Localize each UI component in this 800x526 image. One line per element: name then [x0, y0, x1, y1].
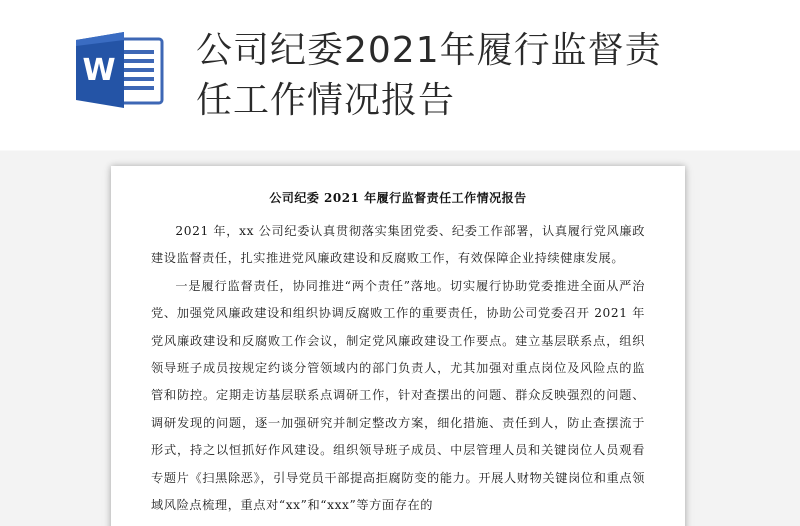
document-page: [111, 166, 685, 526]
page-title: 公司纪委2021年履行监督责任工作情况报告: [196, 30, 662, 121]
document-title: 公司纪委 2021 年履行监督责任工作情况报告: [269, 191, 527, 205]
document-body: [151, 218, 645, 519]
paragraph: 一是履行监督责任，协同推进“两个责任”落地。切实履行协助党委推进全面从严治党、加强党风廉政建设和组织协调反腐败工作的重要责任，协助公司党委召开 2021 年党风廉政建设和反腐败工作会议，制定党风廉政建设工作要点。建立基层联系点，组织领导班子成员按规定约谈分管领域内的部门负责人，尤其加强对重点岗位及风险点的监管和防控。定期走访基层联系点调研工作，针对查摆出的问题、群众反映强烈的问题、调研发现的问题，逐一加强研究并制定整改方案，细化措施、责任到人，防止查摆流于形式，持之以恒抓好作风建设。组织领导班子成员、中层管理人员和关键岗位人员观看专题片《扫黑除恶》，引导党员干部提高拒腐防变的能力。开展人财物关键岗位和重点领域风险点梳理，重点对“xx”和“xxx”等方面存在的: [151, 278, 645, 513]
paragraph: 2021 年，xx 公司纪委认真贯彻落实集团党委、纪委工作部署，认真履行党风廉政建设监督责任，扎实推进党风廉政建设和反腐败工作，有效保障企业持续健康发展。: [151, 224, 645, 266]
header: [0, 0, 800, 150]
word-icon-letter: W: [82, 53, 116, 88]
word-icon: [72, 30, 166, 110]
